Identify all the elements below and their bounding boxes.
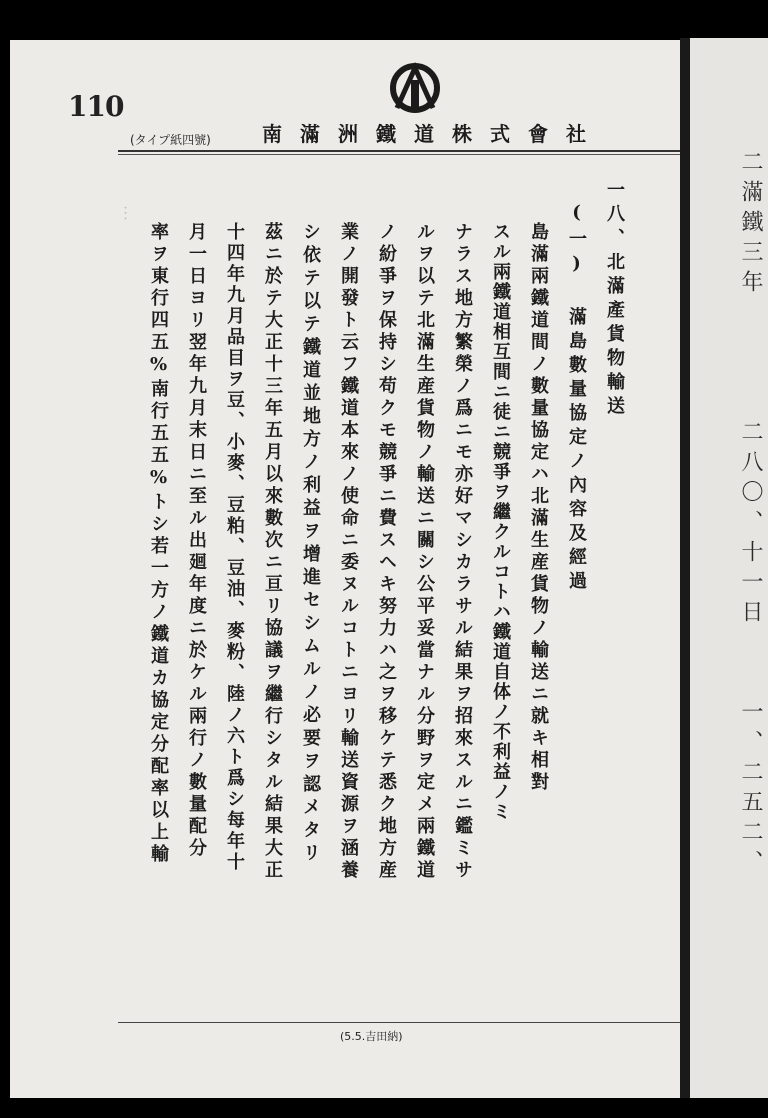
bleed-through-text: ︙ [115,205,134,225]
body-column-6: 業ノ開發ト云フ鐵道本來ノ使命ニ委ヌルコトニヨリ輸送資源ヲ涵養 [338,222,359,882]
footer-rule [118,1022,680,1023]
body-column-10: 月一日ヨリ翌年九月末日ニ至ル出廻年度ニ於ケル兩行ノ數量配分 [186,222,207,860]
body-column-1: 島滿兩鐵道間ノ數量協定ハ北滿生産貨物ノ輸送ニ就キ相對 [528,222,549,794]
header-rule-thin [118,154,680,155]
paper-type-label: (タイプ紙四號) [130,133,211,147]
right-page-fragment-3: 一、二五二、 [738,700,763,880]
body-column-8: 茲ニ於テ大正十三年五月以來數次ニ亘リ協議ヲ繼行シタル結果大正 [262,222,283,882]
footer-note: (5.5.吉田納) [340,1030,403,1043]
company-header-title: 南滿洲鐵道株式會社 [262,122,604,146]
right-page-fragment-1: 二滿鐵三年 [738,150,763,300]
subsection-heading: (一) 滿島數量協定ノ內容及經過 [566,202,587,595]
body-column-9: 十四年九月品目ヲ豆、小麥、豆粕、豆油、麥粉、陸ノ六ト爲シ每年十 [224,222,245,873]
body-column-7: シ依テ以テ鐵道並地方ノ利益ヲ增進セシムルノ必要ヲ認メタリ [300,222,321,866]
body-column-2: スル兩鐵道相互間ニ徒ニ競爭ヲ繼クルコトハ鐵道自体ノ不利益ノミ [490,222,511,822]
section-heading: 一八、北滿產貨物輸送 [604,180,625,420]
document-body [110,180,625,1030]
company-logo-icon [385,60,445,115]
page-number: 110 [68,90,124,123]
body-column-3: ナラス地方繁榮ノ爲ニモ亦好マシカラサル結果ヲ招來スルニ鑑ミサ [452,222,473,882]
header-rule [118,150,680,152]
right-page-fragment-2: 二八〇、十一日 [738,420,763,630]
body-column-4: ルヲ以テ北滿生産貨物ノ輸送ニ關シ公平妥當ナル分野ヲ定メ兩鐵道 [414,222,435,882]
body-column-11: 率ヲ東行四五%南行五五%トシ若一方ノ鐵道カ協定分配率以上輸 [148,222,169,866]
body-column-5: ノ紛爭ヲ保持シ苟クモ競爭ニ費スヘキ努力ハ之ヲ移ケテ悉ク地方産 [376,222,397,882]
